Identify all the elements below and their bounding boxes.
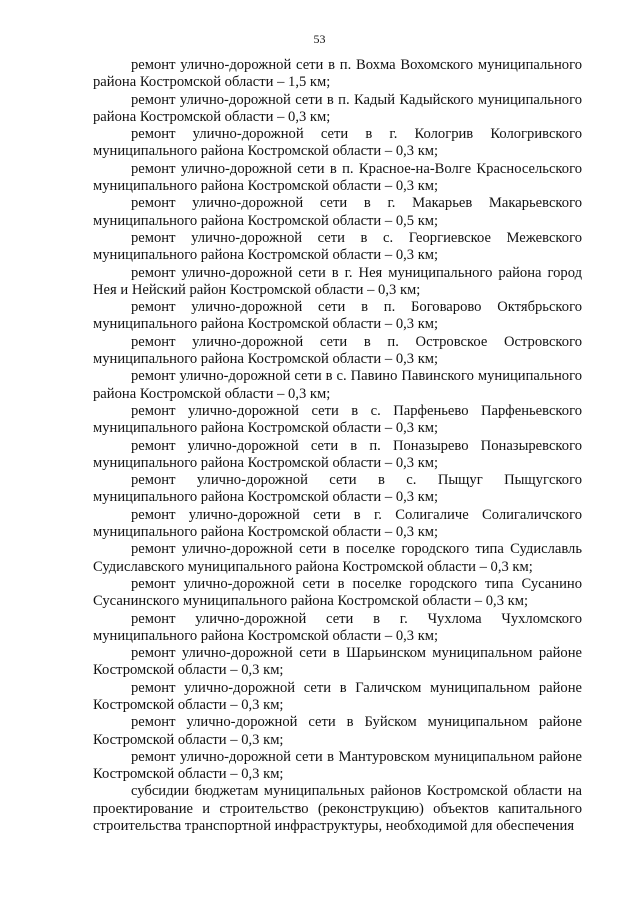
paragraph: ремонт улично-дорожной сети в поселке городского типа Судиславль Судиславского муниципального района Костромской области – 0,3 км; xyxy=(93,541,582,575)
paragraph: ремонт улично-дорожной сети в п. Красное-на-Волге Красносельского муниципального района Костромской области – 0,3 км; xyxy=(93,160,582,195)
paragraph: ремонт улично-дорожной сети в г. Макарьев Макарьевского муниципального района Костромской области – 0,5 км; xyxy=(93,195,582,229)
paragraph: субсидии бюджетам муниципальных районов Костромской области на проектирование и строительство (реконструкцию) объектов капитального строительства транспортной инфраструктуры, необходимой для обеспечения xyxy=(93,783,582,835)
paragraph: ремонт улично-дорожной сети в Мантуровском муниципальном районе Костромской области – 0,3 км; xyxy=(93,748,582,783)
paragraph: ремонт улично-дорожной сети в с. Пыщуг Пыщугского муниципального района Костромской области – 0,3 км; xyxy=(93,472,582,506)
paragraph: ремонт улично-дорожной сети в г. Кологрив Кологривского муниципального района Костромской области – 0,3 км; xyxy=(93,126,582,160)
paragraph: ремонт улично-дорожной сети в п. Вохма Вохомского муниципального района Костромской области – 1,5 км; xyxy=(93,57,582,91)
paragraph: ремонт улично-дорожной сети в г. Чухлома Чухломского муниципального района Костромской области – 0,3 км; xyxy=(93,610,582,644)
paragraph: ремонт улично-дорожной сети в с. Павино Павинского муниципального района Костромской области – 0,3 км; xyxy=(93,368,582,402)
paragraph: ремонт улично-дорожной сети в п. Поназырево Поназыревского муниципального района Костромской области – 0,3 км; xyxy=(93,437,582,471)
document-body xyxy=(93,57,582,835)
paragraph: ремонт улично-дорожной сети в с. Георгиевское Межевского муниципального района Костромской области – 0,3 км; xyxy=(93,229,582,264)
paragraph: ремонт улично-дорожной сети в Галичском муниципальном районе Костромской области – 0,3 км; xyxy=(93,679,582,713)
paragraph: ремонт улично-дорожной сети в п. Островское Островского муниципального района Костромской области – 0,3 км; xyxy=(93,333,582,368)
paragraph: ремонт улично-дорожной сети в г. Солигаличе Солигаличского муниципального района Костромской области – 0,3 км; xyxy=(93,506,582,541)
paragraph: ремонт улично-дорожной сети в п. Кадый Кадыйского муниципального района Костромской области – 0,3 км; xyxy=(93,91,582,125)
paragraph: ремонт улично-дорожной сети в Шарьинском муниципальном районе Костромской области – 0,3 км; xyxy=(93,645,582,679)
paragraph: ремонт улично-дорожной сети в с. Парфеньево Парфеньевского муниципального района Костромской области – 0,3 км; xyxy=(93,402,582,437)
paragraph: ремонт улично-дорожной сети в Буйском муниципальном районе Костромской области – 0,3 км; xyxy=(93,714,582,748)
paragraph: ремонт улично-дорожной сети в г. Нея муниципального района город Нея и Нейский район Костромской области – 0,3 км; xyxy=(93,264,582,298)
paragraph: ремонт улично-дорожной сети в п. Боговарово Октябрьского муниципального района Костромской области – 0,3 км; xyxy=(93,299,582,333)
page-number: 53 xyxy=(313,32,326,46)
paragraph: ремонт улично-дорожной сети в поселке городского типа Сусанино Сусанинского муниципального района Костромской области – 0,3 км; xyxy=(93,575,582,610)
